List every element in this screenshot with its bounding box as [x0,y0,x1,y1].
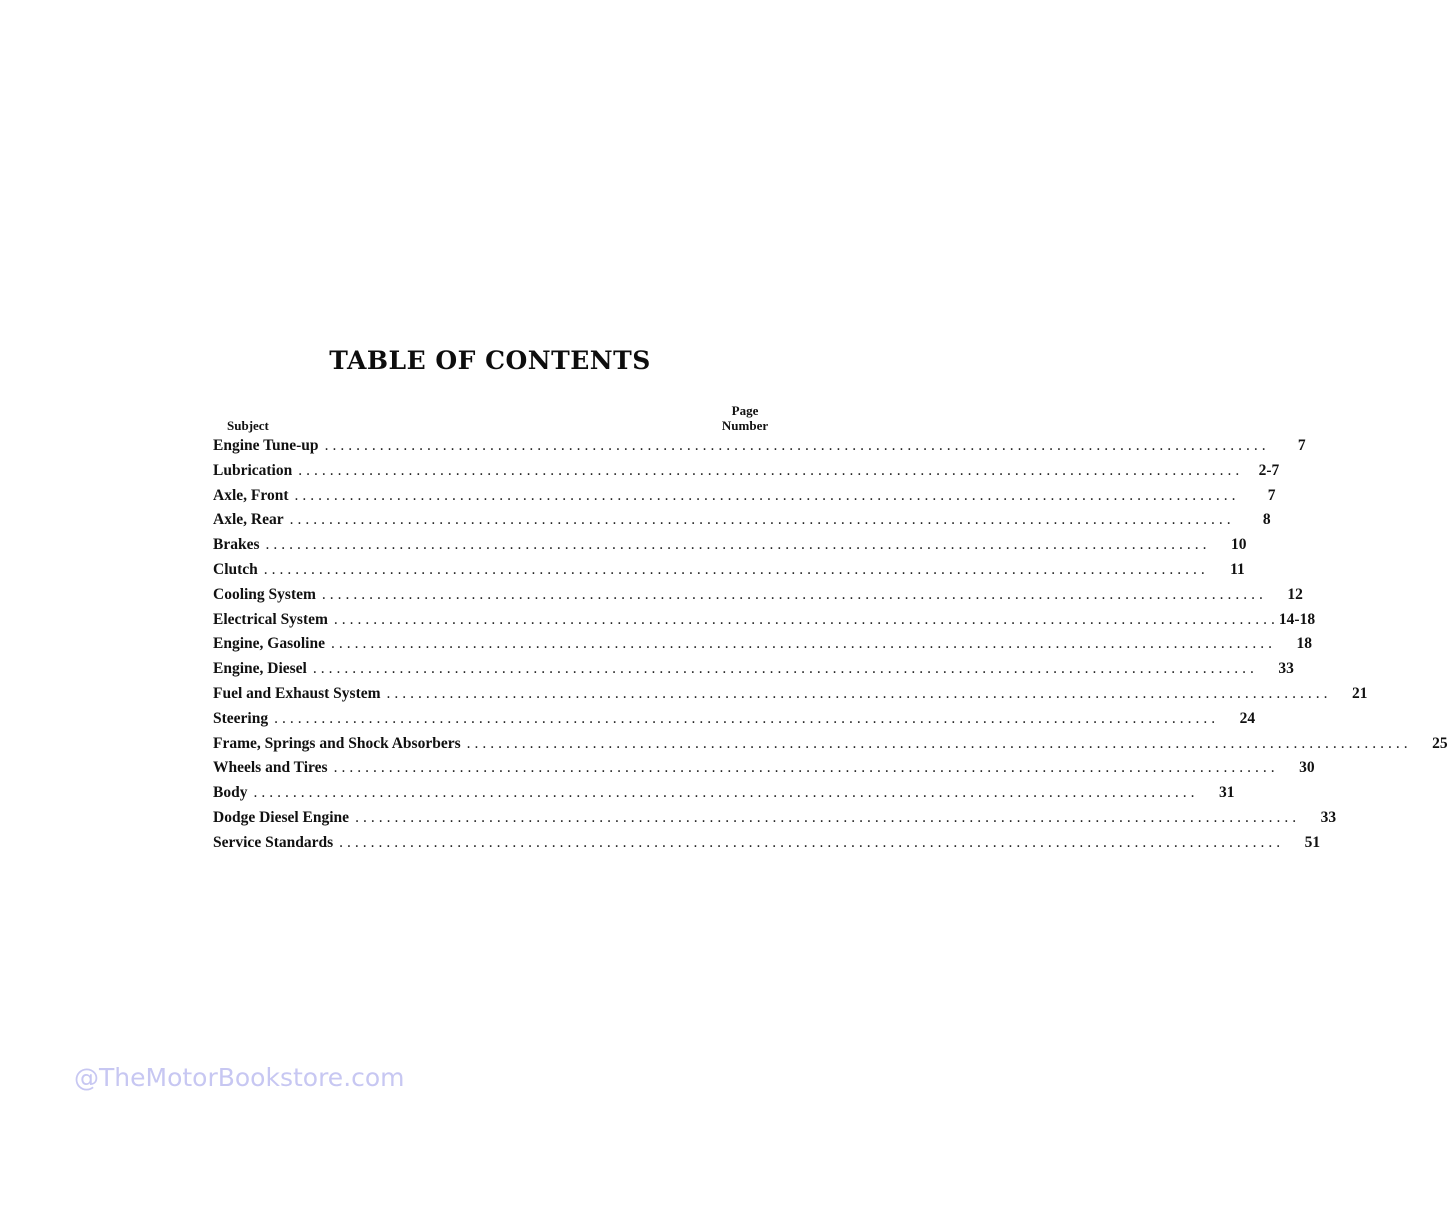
toc-entry-subject: Service Standards [213,833,334,851]
toc-entry-page: 12 [1287,585,1303,603]
toc-entry-subject: Engine Tune-up [213,437,319,454]
toc-entry-subject: Lubrication [213,461,293,479]
toc-entry [213,833,1321,859]
toc-entry [213,486,1276,512]
dot-leader: ........................................................................................................................ [294,486,1240,504]
toc-entry [213,461,1280,487]
toc-entry-subject: Engine, Gasoline [213,635,325,653]
toc-entry-subject: Steering [213,709,269,727]
toc-entry [213,560,1245,586]
dot-leader: ........................................................................................................................ [321,585,1267,603]
column-header-subject: Subject [227,418,269,433]
dot-leader: ........................................................................................................................ [466,734,1412,752]
dot-leader: ........................................................................................................................ [355,808,1301,826]
toc-entry-subject: Electrical System [213,610,328,628]
toc-entry [213,660,1294,685]
dot-leader: ........................................................................................................................ [333,610,1279,628]
toc-entry-subject: Clutch [213,560,258,578]
toc-entry-page: 7 [1297,437,1306,454]
toc-entry-page: 21 [1352,684,1368,702]
toc-entry [213,808,1337,834]
toc-entry [213,759,1315,784]
column-header-page-number [712,403,778,433]
dot-leader: ........................................................................................................................ [263,560,1209,578]
toc-entry-subject: Engine, Diesel [213,660,307,678]
toc-entry-subject: Body [213,784,248,802]
toc-entry [213,511,1271,536]
column-header-page-line1: Page [731,403,759,418]
toc-entry-page: 31 [1218,784,1235,802]
toc-entry-subject: Dodge Diesel Engine [213,808,350,826]
toc-entry [213,610,1316,636]
dot-leader: ........................................................................................................................ [324,437,1270,454]
dot-leader: ........................................................................................................................ [274,709,1220,727]
dot-leader: ........................................................................................................................ [330,635,1276,653]
dot-leader: ........................................................................................................................ [265,536,1211,554]
toc-entry-page: 33 [1320,808,1337,826]
dot-leader: ........................................................................................................................ [386,684,1332,702]
toc-entry [213,536,1247,561]
toc-entry [213,635,1312,660]
toc-entry-page: 11 [1230,560,1245,578]
toc-entry-page: 14-18 [1278,610,1316,628]
toc-entry-page: 30 [1299,759,1315,777]
toc-entry-subject: Axle, Rear [213,511,284,529]
toc-entry [213,709,1256,735]
toc-entry-subject: Brakes [213,536,260,554]
toc-entry [213,437,1306,462]
toc-entry-subject: Frame, Springs and Shock Absorbers [213,734,461,752]
toc-entry [213,784,1235,809]
toc-entry-page: 8 [1262,511,1271,529]
dot-leader: ........................................................................................................................ [298,461,1244,479]
column-header-page-line2: Number [721,418,769,433]
toc-entry-page: 7 [1267,486,1276,504]
toc-entry [213,684,1368,710]
toc-entry-page: 33 [1278,660,1294,678]
toc-entry-page: 18 [1296,635,1312,653]
toc-entry-subject: Cooling System [213,585,316,603]
toc-entry-subject: Wheels and Tires [213,759,328,777]
toc-entry-subject: Axle, Front [213,486,289,504]
toc-entry-page: 24 [1239,709,1256,727]
dot-leader: ........................................................................................................................ [333,759,1279,777]
toc-entry [213,585,1303,611]
watermark: @TheMotorBookstore.com [74,1063,405,1092]
dot-leader: ........................................................................................................................ [289,511,1235,529]
toc-entry-page: 10 [1231,536,1247,554]
toc-entry-subject: Fuel and Exhaust System [213,684,381,702]
toc-entry-page: 51 [1304,833,1321,851]
table-of-contents-list [213,437,1448,859]
dot-leader: ........................................................................................................................ [339,833,1285,851]
toc-entry-page: 25 [1432,734,1448,752]
page-title: TABLE OF CONTENTS [329,346,651,375]
toc-entry-page: 2-7 [1258,461,1280,479]
toc-entry [213,734,1448,760]
dot-leader: ........................................................................................................................ [253,784,1199,802]
dot-leader: ........................................................................................................................ [312,660,1258,678]
